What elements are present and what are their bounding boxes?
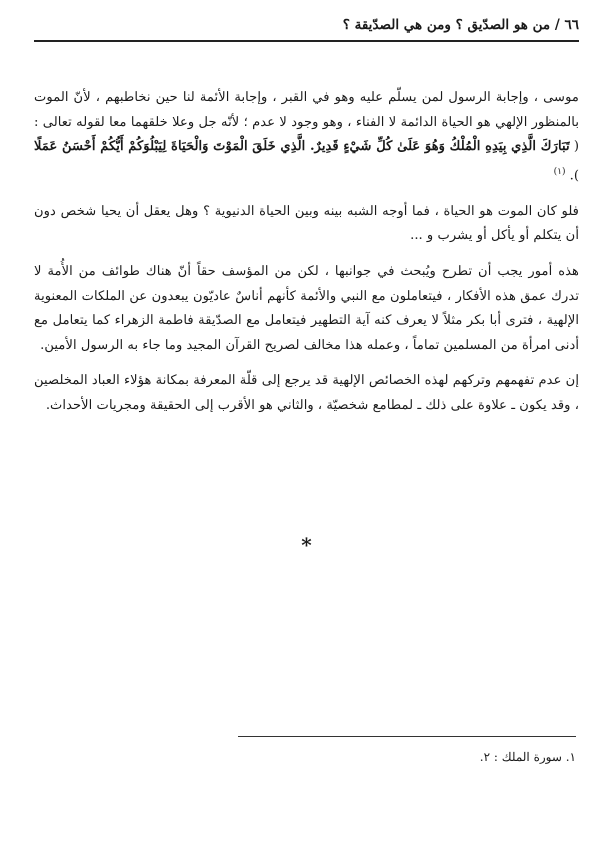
paragraph-1-text: موسى ، وإجابة الرسول لمن يسلّم عليه وهو في القبر ، وإجابة الأئمة لنا حين نخاطبهم ، لأنّ الموت بالمنظور الإلهي هو الحياة الدائمة لا الفناء ، وهو وجود لا عدم ؛ لأنّه جل وعلا خلقهما معا لقوله تعالى : (	[34, 90, 579, 155]
page-header	[34, 14, 579, 42]
page-number: ٦٦	[564, 17, 579, 33]
paragraph-1	[34, 86, 579, 189]
footnote-divider	[238, 736, 576, 737]
body-text	[34, 86, 579, 430]
section-separator-star: *	[301, 533, 312, 557]
running-title: من هو الصدّيق ؟ ومن هي الصدّيقة ؟	[342, 17, 551, 33]
header-separator: /	[554, 17, 560, 33]
footnote-reference[interactable]: (١)	[553, 166, 566, 177]
quran-verse: تَبَارَكَ الَّذِي بِيَدِهِ الْمُلْكُ وَهُوَ عَلَىٰ كُلِّ شَيْءٍ قَدِيرٌ. الَّذِي خَلَقَ الْمَوْتَ وَالْحَيَاةَ لِيَبْلُوَكُمْ أَيُّكُمْ أَحْسَنُ عَمَلًا	[34, 139, 570, 155]
paragraph-2: فلو كان الموت هو الحياة ، فما أوجه الشبه بينه وبين الحياة الدنيوية ؟ وهل يعقل أن يحيا شخص دون أن يتكلم أو يأكل أو يشرب و ...	[34, 203, 579, 244]
paragraph-4: إن عدم تفهمهم وتركهم لهذه الخصائص الإلهية قد يرجع إلى قلّة المعرفة بمكانة هؤلاء العباد المخلصين ، وقد يكون ـ علاوة على ذلك ـ لمطامع شخصيّة ، والثاني هو الأقرب إلى الحقيقة ومجريات الأحداث.	[34, 373, 579, 413]
paragraph-3: هذه أمور يجب أن تطرح ويُبحث في جوانبها ، لكن من المؤسف حقاً أنّ هناك طوائف من الأُمة لا تدرك عمق هذه الأفكار ، فيتعاملون مع النبي والأئمة كأنهم أناسٌ عاديّون يبعدون عن الملكات المعنوية الإلهية ، فترى أبا بكر مثلاً لا يعرف كنه آية التطهير فيتعامل مع الصدّيقة فاطمة الزهراء كما يتعامل مع أدنى امرأة من المسلمين تماماً ، وعمله هذا مخالف لصريح القرآن المجيد وما جاء به الرسول الأمين.	[34, 263, 579, 353]
paragraph-1-closing: ).	[565, 168, 579, 184]
footnote: ١. سورة الملك : ٢.	[479, 750, 576, 764]
